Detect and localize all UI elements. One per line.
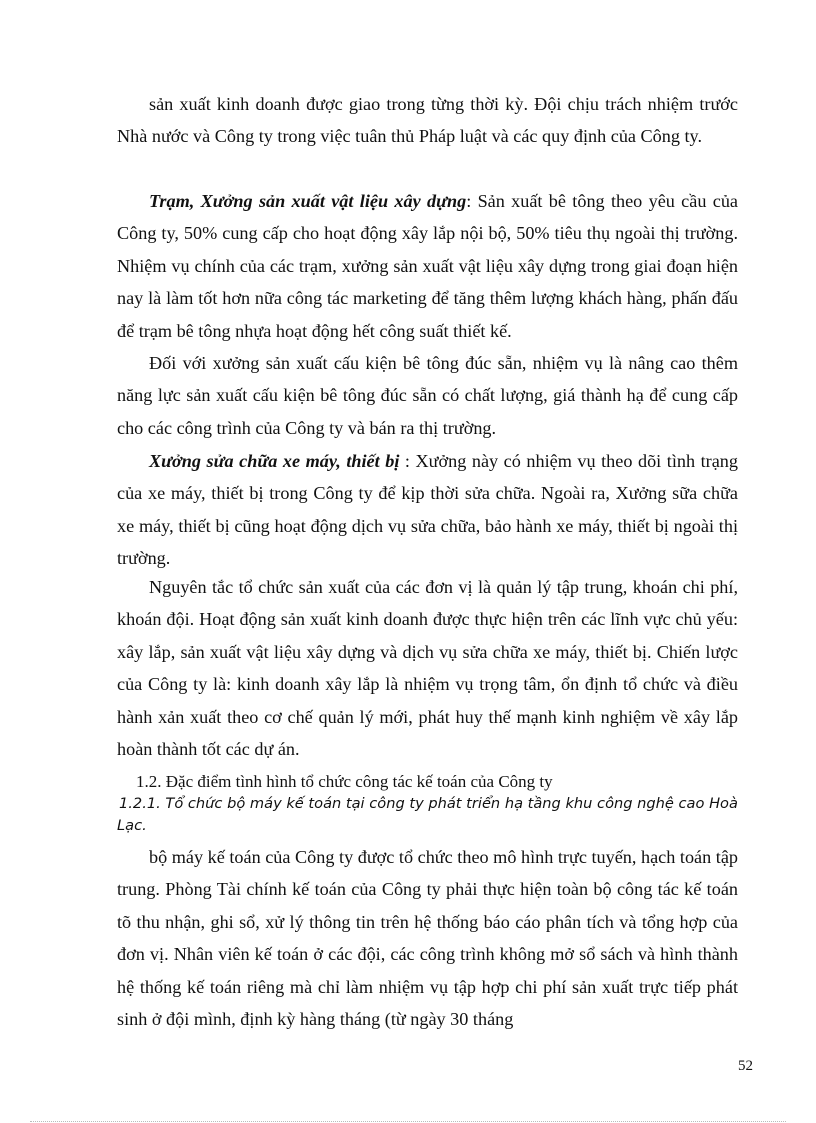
paragraph-accounting-structure: bộ máy kế toán của Công ty được tổ chức theo mô hình trực tuyến, hạch toán tập trung. Phòng Tài chính kế toán của Công ty phải thực hiện toàn bộ công tác kế toán tõ thu nhận, ghi sổ, xử lý thông tin trên hệ thống báo cáo phân tích và tổng hợp của đơn vị. Nhân viên kế toán ở các đội, các công trình không mở sổ sách và hình thành hệ thống kế toán riêng mà chỉ làm nhiệm vụ tập hợp chi phí sản xuất trực tiếp phát sinh ở đội mình, định kỳ hàng tháng (từ ngày 30 tháng (117, 847, 738, 1030)
paragraph-lead-materials-plant: Trạm, Xưởng sản xuất vật liệu xây dựng (149, 191, 467, 211)
paragraph-production-teams: sản xuất kinh doanh được giao trong từng thời kỳ. Đội chịu trách nhiệm trước Nhà nước và Công ty trong việc tuân thủ Pháp luật và các quy định của Công ty. (117, 94, 738, 147)
bottom-divider (30, 1121, 786, 1122)
subsection-heading-1-2-1: 1.2.1. Tổ chức bộ máy kế toán tại công ty phát triển hạ tầng khu công nghệ cao Hoà Lạc. (117, 795, 738, 834)
paragraph-text-materials-plant: : Sản xuất bê tông theo yêu cầu của Công ty, 50% cung cấp cho hoạt động xây lắp nội bộ, 50% tiêu thụ ngoài thị trường. Nhiệm vụ chính của các trạm, xưởng sản xuất vật liệu xây dựng trong giai đoạn hiện nay là làm tốt hơn nữa công tác marketing để tăng thêm lượng khách hàng, phấn đấu để trạm bê tông nhựa hoạt động hết công suất thiết kế. (117, 191, 738, 341)
paragraph-precast-workshop: Đối với xưởng sản xuất cấu kiện bê tông đúc sẵn, nhiệm vụ là nâng cao thêm năng lực sản xuất cấu kiện bê tông đúc sẵn có chất lượng, giá thành hạ để cung cấp cho các công trình của Công ty và bán ra thị trường. (117, 353, 738, 438)
page-number: 52 (738, 1058, 753, 1074)
section-heading-1-2: 1.2. Đặc điểm tình hình tổ chức công tác kế toán của Công ty (136, 772, 553, 791)
paragraph-organization-principles: Nguyên tắc tổ chức sản xuất của các đơn vị là quản lý tập trung, khoán chi phí, khoán đội. Hoạt động sản xuất kinh doanh được thực hiện trên các lĩnh vực chủ yếu: xây lắp, sản xuất vật liệu xây dựng và dịch vụ sửa chữa xe máy, thiết bị. Chiến lược của Công ty là: kinh doanh xây lắp là nhiệm vụ trọng tâm, ổn định tổ chức và điều hành xản xuất theo cơ chế quản lý mới, phát huy thế mạnh kinh nghiệm về xây lắp hoàn thành tốt các dự án. (117, 577, 738, 760)
paragraph-lead-repair-workshop: Xưởng sửa chữa xe máy, thiết bị (149, 451, 400, 471)
paragraph-repair-workshop (117, 445, 738, 575)
paragraph-text-repair-workshop: : Xưởng này có nhiệm vụ theo dõi tình trạng của xe máy, thiết bị trong Công ty để kịp thời sửa chữa. Ngoài ra, Xưởng sữa chữa xe máy, thiết bị cũng hoạt động dịch vụ sửa chữa, bảo hành xe máy, thiết bị ngoài thị trường. (117, 451, 738, 569)
paragraph-materials-plant (117, 185, 738, 347)
